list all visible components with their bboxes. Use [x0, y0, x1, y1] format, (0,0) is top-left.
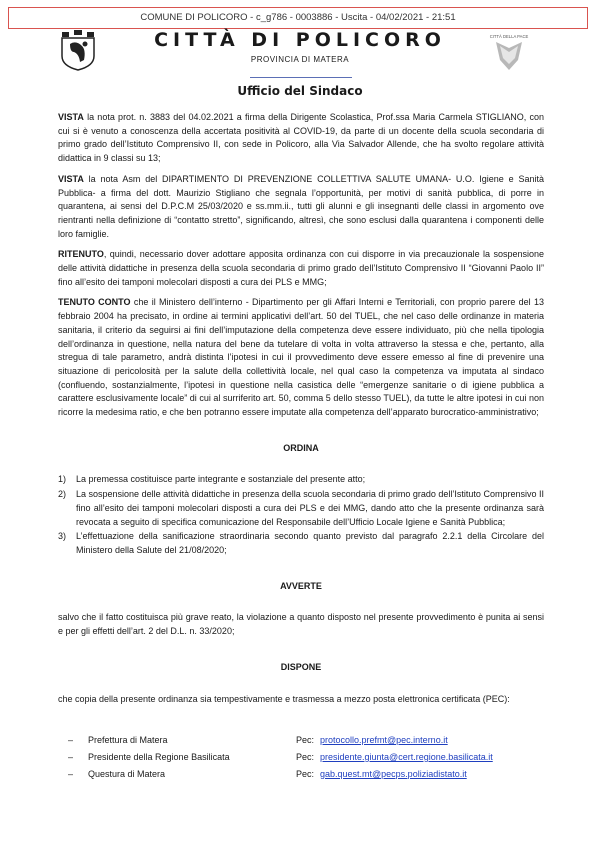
recipient-email-link[interactable]: presidente.giunta@cert.regione.basilicata.it	[320, 751, 493, 762]
list-item-number: 3)	[58, 531, 67, 542]
paragraph-vista-2	[58, 173, 544, 242]
recipient-name: Presidente della Regione Basilicata	[88, 751, 230, 762]
pec-label: Pec:	[296, 751, 315, 762]
paragraph-ritenuto	[58, 248, 544, 289]
city-of-peace-logo	[489, 30, 529, 72]
dispone-text: che copia della presente ordinanza sia tempestivamente e trasmessa a mezzo posta elettronica certificata (PEC):	[58, 693, 510, 704]
avverte-text: salvo che il fatto costituisca più grave reato, la violazione a quanto disposto nel presente provvedimento è punita ai sensi e per gli effetti dell’art. 2 del D.L. n. 33/2020;	[58, 612, 544, 637]
recipient-name: Questura di Matera	[88, 768, 166, 779]
lead-word: TENUTO CONTO	[58, 297, 131, 308]
province-subtitle: PROVINCIA DI MATERA	[250, 55, 350, 64]
pec-label: Pec:	[296, 768, 315, 779]
recipients-list	[58, 732, 544, 783]
paragraph-text: la nota Asm del DIPARTIMENTO DI PREVENZIONE COLLETTIVA SALUTE UMANA- U.O. Igiene e Sanità Pubblica- a firma del dott. Maurizio Stigliano che segnala l’opportunità, per motivi di sanità pubblica, di porre in quarantena, ai sensi del D.P.C.M 25/03/2020 e ss.mm.ii., tutti gli alunni e gli insegnanti delle classi in argomento ove rientranti nella definizione di “contatto stretto”, significando, altresì, che sono esclusi dalla quarantena i componenti delle loro famiglie.	[58, 173, 544, 239]
list-item	[58, 732, 544, 749]
protocol-stamp: COMUNE DI POLICORO - c_g786 - 0003886 - Uscita - 04/02/2021 - 21:51	[8, 7, 588, 29]
lead-word: VISTA	[58, 112, 84, 122]
office-title: Ufficio del Sindaco	[237, 84, 363, 98]
list-item-text: La sospensione delle attività didattiche in presenza della scuola secondaria di primo grado dell’Istituto Comprensivo II fino all’esito dei tamponi molecolari disposti a cura dei PLS e dei MMG, dando atto che la presente ordinanza sarà revocata a seguito di specifica comunicazione del Responsabile dell’Ufficio Locale Igiene e Sanità Pubblica;	[76, 489, 544, 527]
list-item	[58, 473, 544, 487]
recipient-name: Prefettura di Matera	[88, 734, 168, 745]
paragraph-text: , quindi, necessario dover adottare apposita ordinanza con cui disporre in via precauzionale la sospensione delle attività didattiche in presenza della scuola secondaria di primo grado dell’Istituto Comprensivo II “Giovanni Paolo II” fino all’esito dei tamponi molecolari disposti a cura dei PLS e MMG;	[58, 249, 544, 287]
list-item	[58, 488, 544, 529]
paragraph-text: la nota prot. n. 3883 del 04.02.2021 a firma della Dirigente Scolastica, Prof.ssa Maria Carmela STIGLIANO, con cui si è venuto a conoscenza della accertata positività al COVID-19, da parte di un docente della scuola secondaria di primo grado dell’Istituto Comprensivo II, con sede in Policoro, alla Via Salvador Allende, che ha svolto regolare attività didattica in 9 classi su 13;	[58, 112, 544, 164]
city-crest-logo	[60, 30, 96, 70]
list-item-text: La premessa costituisce parte integrante e sostanziale del presente atto;	[76, 474, 366, 485]
list-item-number: 2)	[58, 489, 67, 500]
avverte-heading: AVVERTE	[280, 580, 322, 591]
ordina-list	[58, 473, 544, 557]
document-body	[58, 111, 544, 783]
list-item	[58, 530, 544, 557]
paragraph-tenuto-conto	[58, 296, 544, 419]
list-item-text: L’effettuazione della sanificazione straordinaria secondo quanto previsto dal paragrafo 2.2.1 della Circolare del Ministero della Salute del 21/08/2020;	[76, 531, 544, 555]
peace-logo-text: CITTÀ DELLA PACE	[489, 34, 529, 39]
list-item	[58, 749, 544, 766]
ordina-heading: ORDINA	[283, 442, 319, 453]
recipient-email-link[interactable]: protocollo.prefmt@pec.interno.it	[320, 734, 448, 745]
list-item-number: 1)	[58, 474, 67, 485]
lead-word: RITENUTO	[58, 249, 104, 260]
paragraph-vista-1	[58, 111, 544, 166]
pec-label: Pec:	[296, 734, 315, 745]
recipient-email-link[interactable]: gab.quest.mt@pecps.poliziadistato.it	[320, 768, 467, 779]
list-dash: –	[68, 751, 74, 762]
city-title: CITTÀ DI POLICORO	[154, 29, 446, 51]
header-divider	[250, 77, 352, 78]
lead-word: VISTA	[58, 173, 84, 184]
list-item	[58, 766, 544, 783]
paragraph-text: che il Ministero dell’interno - Dipartimento per gli Affari Interni e Territoriali, con proprio parere del 13 febbraio 2004 ha precisato, in ordine ai termini applicativi dell’art. 50 del TUEL, che nel caso delle ordinanze in materia sanitaria, il criterio da seguirsi ai fini dell’imputazione della competenza deve essere individuato, più che nella tipologia dell’ordinanza in questione, nella natura del bene da tutelare di volta in volta attraverso la stessa e che, pertanto, alla stregua di tale parametro, andrà distinta l’ipotesi in cui il provvedimento deve essere emesso al fine di prevenire una situazione di pericolosità per la salute della collettività locale, nel qual caso la competenza va imputata al sindaco (confluendo, sostanzialmente, l’ipotesi in questione nella casistica delle “emergenze sanitarie o di igiene pubblica a carattere esclusivamente locale” di cui al surriferito art. 50, comma 5 dello stesso TUEL), da tutte le altre ipotesi in cui non ricorre la medesima ratio, e che ben potranno essere imputate alla competenza dell’apparato burocratico-amministrativo;	[58, 297, 545, 418]
dispone-heading: DISPONE	[280, 661, 322, 672]
list-dash: –	[68, 768, 74, 779]
list-dash: –	[68, 734, 74, 745]
